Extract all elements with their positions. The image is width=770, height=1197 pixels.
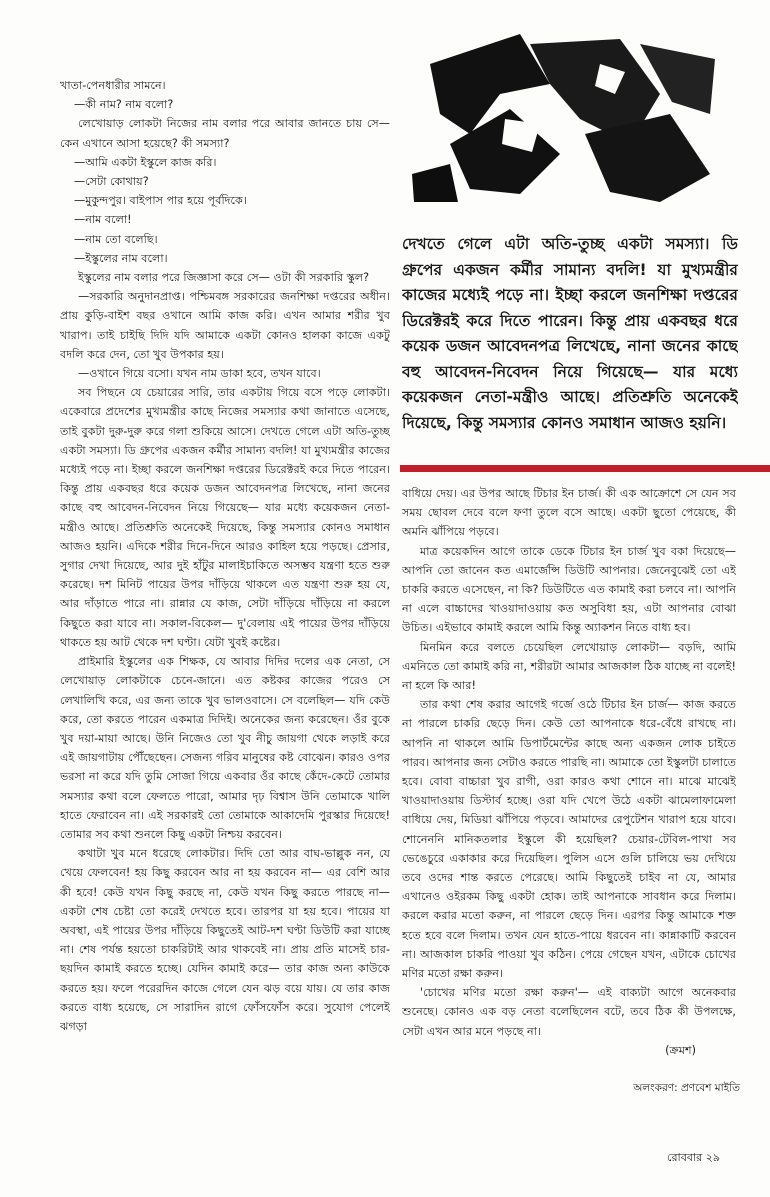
- page-folio: রোববার ২৯: [667, 1151, 720, 1164]
- paragraph: মিনমিন করে বলতে চেয়েছিল লেখোয়াড় লোকটা— বড়দি, আমি এমনিতে তো কামাই করি না, শরীরটা আমার আজকাল ঠিক যাচ্ছে না বলেই! না হলে কি আর!: [402, 640, 736, 693]
- paragraph: —কী নাম? নাম বলো?: [74, 98, 174, 112]
- paragraph: —ইস্কুলের নাম বলো।: [74, 251, 168, 265]
- paragraph: —নাম বলো!: [74, 213, 132, 227]
- paragraph: লেখোয়াড় লোকটা নিজের নাম বলার পরে আবার জানতে চায় সে— কেন এখানে আসা হয়েছে? কী সমস্যা?: [60, 117, 390, 150]
- paragraph: —আমি একটা ইস্কুলে কাজ করি।: [74, 155, 217, 169]
- pull-quote: দেখতে গেলে এটা অতি-তুচ্ছ একটা সমস্যা। ডি গ্রুপের একজন কর্মীর সামান্য বদলি! যা মুখ্যমন্ত্রীর কাজের মধ্যেই পড়ে না। ইচ্ছা করলে জনশিক্ষা দপ্তরের ডিরেক্টরই করে দিতে পারেন। কিন্তু প্রায় একবছর ধরে কয়েক ডজন আবেদনপত্র লিখেছে, নানা জনের কাছে বহু আবেদন-নিবেদন নিয়ে গিয়েছে— যার মধ্যে কয়েকজন নেতা-মন্ত্রীও আছে। প্রতিশ্রুতি অনেকেই দিয়েছে, কিন্তু সমস্যার কোনও সমাধান আজও হয়নি।: [402, 235, 738, 432]
- accent-bar: [400, 465, 770, 472]
- paragraph: ইস্কুলের নাম বলার পরে জিজ্ঞাসা করে সে— ওটা কী সরকারি স্কুল?: [78, 271, 370, 285]
- paragraph: —মুকুন্দপুর। বাইপাস পার হয়ে পূর্বদিকে।: [74, 194, 247, 208]
- paragraph: মাত্র কয়েকদিন আগে তাকে ডেকে টিচার ইন চার্জ খুব বকা দিয়েছে— আপনি তো জানেন কত এমার্জেন্সি ডিউটি আপনার। জেনেবুঝেই তো এই চাকরি করতে এসেছেন, না কি? ডিউটিতে এত কামাই করা চলবে না। আপনি না এলে বাচ্চাদের খাওয়াদাওয়ায় কত অসুবিধা হয়, এটা আপনার বোঝা উচিত। এইভাবে কামাই করলে আমি কিন্তু অ্যাকশন নিতে বাধ্য হব।: [402, 544, 736, 635]
- paragraph: খাতা-পেনধারীর সামনে।: [60, 79, 166, 92]
- illustration-credit: অলংকরণ: প্রণবেশ মাইতি: [633, 1082, 740, 1094]
- paragraph: সব পিছনে যে চেয়ারের সারি, তার একটায় গিয়ে বসে পড়ে লোকটা। একেবারে প্রদেশের মুখ্যমন্ত্রীর কাছে নিজের সমস্যার কথা জানাতে এসেছে, তাই বুকটা দুরু-দুরু করে গলা শুকিয়ে আসে। দেখতে গেলে এটা অতি-তুচ্ছ একটা সমস্যা। ডি গ্রুপের একজন কর্মীর সামান্য বদলি! যা মুখ্যমন্ত্রীর কাজের মধ্যেই পড়ে না। ইচ্ছা করলে জনশিক্ষা দপ্তরের ডিরেক্টরই করে দিতে পারেন। কিন্তু প্রায় একবছর ধরে কয়েক ডজন আবেদনপত্র লিখেছে, নানা জনের কাছে বহু আবেদন-নিবেদন নিয়ে গিয়েছে— যার মধ্যে কয়েকজন নেতা-মন্ত্রীও আছে। প্রতিশ্রুতি অনেকেই দিয়েছে, কিন্তু সমস্যার কোনও সমাধান আজও হয়নি। এদিকে শরীর দিনে-দিনে আরও কাহিল হয়ে পড়ছে। প্রেসার, সুগার দেখা দিয়েছে, আর দুই হাঁটুর মালাইচাকিতে অসম্ভব যন্ত্রণা হতে শুরু করেছে। দশ মিনিট পায়ের উপর দাঁড়িয়ে থাকলে এত যন্ত্রণা শুরু হয় যে, আর দাঁড়াতে পারে না। রান্নার যে কাজ, সেটা দাঁড়িয়ে দাঁড়িয়ে না করলে কিছুতে করা যাবে না। সকাল-বিকেল— দু'বেলায় এই পায়ের উপর দাঁড়িয়ে থাকতে হয় আট থেকে দশ ঘণ্টা। যেটা খুবই কষ্টের।: [60, 386, 390, 649]
- paragraph: কথাটা খুব মনে ধরেছে লোকটার। দিদি তো আর বাঘ-ভাল্লুক নন, যে খেয়ে ফেলবেন! হয় কিছু করবেন আর না হয় করবেন না— এর বেশি আর কী হবে! কেউ যখন কিছু করছে না, কেউ যখন কিছু করতে পারছে না— একটা শেষ চেষ্টা তো করেই দেখতে হবে। তারপর যা হয় হবে। পায়ের যা অবস্থা, এই পায়ের উপর দাঁড়িয়ে কিছুতেই আট-দশ ঘণ্টা ডিউটি করা যাচ্ছে না। শেষ পর্যন্ত হয়তো চাকরিটাই আর থাকবেই না। প্রায় প্রতি মাসেই চার-ছয়দিন কামাই করতে হচ্ছে। যেদিন কামাই করে— তার কাজ অন্য কাউকে করতে হয়। ফলে পরেরদিন কাজে গেলে যেন ঝড় বয়ে যায়। যে তার কাজ করতে বাধ্য হয়েছে, সে সারাদিন রাগে ফোঁসফোঁস করে। সুযোগ পেলেই ঝগড়া: [60, 847, 390, 1033]
- paragraph: প্রাইমারি ইস্কুলের এক শিক্ষক, যে আবার দিদির দলের এক নেতা, সে লেখোয়াড় লোকটাকে চেনে-জানে। এত কষ্টকর কাজের পরেও সে লেখালিখি করে, এর জন্য তাকে খুব ভালওবাসে। সে বলেছিল— যদি কেউ করে, তো করতে পারেন একমাত্র দিদিই। অনেকের জন্য করেছেন। ওঁর বুকে খুব দয়া-মায়া আছে। উনি নিজেও তো খুব নীচু জায়গা থেকে লড়াই করে এই জায়গাটায় পৌঁছেছেন। সেজন্য গরিব মানুষের কষ্ট বোঝেন। কারও ওপর ভরসা না করে যদি তুমি সোজা গিয়ে একবার ওঁর কাছে কেঁদে-কেটে তোমার সমস্যার কথা বলে ফেলতে পারো, আমার দৃঢ় বিশ্বাস উনি তোমাকে খালি হাতে ফেরাবেন না। এই সরকারই তো তোমাকে আকাদেমি পুরস্কার দিয়েছে! তোমার সব কথা শুনলে কিছু একটা নিশ্চয় করবেন।: [60, 655, 390, 841]
- paragraph: —নাম তো বলেছি।: [74, 232, 158, 246]
- paragraph: —সেটা কোথায়?: [74, 175, 149, 189]
- paragraph: (ক্রমশ): [665, 1043, 696, 1057]
- left-column: [60, 76, 390, 1141]
- paragraph: —সরকারি অনুদানপ্রাপ্ত। পশ্চিমবঙ্গ সরকারের জনশিক্ষা দপ্তরের অধীন। প্রায় কুড়ি-বাইশ বছর ওখানে আমি কাজ করি। এখন আমার শরীর খুব খারাপ। তাই চাইছি দিদি যদি আমাকে একটা কোনও হালকা কাজে একটু বদলি করে দেন, তো খুব উপকার হয়।: [60, 290, 390, 361]
- story-illustration: [410, 24, 730, 204]
- paragraph: —ওখানে গিয়ে বসো। যখন নাম ডাকা হবে, তখন যাবে।: [78, 367, 321, 381]
- paragraph: বাধিয়ে দেয়। এর উপর আছে টিচার ইন চার্জ। কী এক আক্রোশে সে যেন সব সময় ছোবল দেবে বলে ফণা তুলে বসে আছে। একটা ছুতো পেয়েছে, কী অমনি ঝাঁপিয়ে পড়বে।: [402, 487, 736, 539]
- right-column: [402, 484, 736, 1084]
- paragraph: তার কথা শেষ করার আগেই গর্জে ওঠে টিচার ইন চার্জ— কাজ করতে না পারলে চাকরি ছেড়ে দিন। কেউ তো আপনাকে ধরে-বেঁধে রাখছে না। আপনি না থাকলে আমি ডিপার্টমেন্টের কাছে অন্য একজন লোক চাইতে পারব। আপনার জন্য সেটাও করতে পারছি না। আমাকে তো ইস্কুলটা চালাতে হবে। বোবা বাচ্চারা খুব রাগী, ওরা কারও কথা শোনে না। মাঝে মাঝেই খাওয়াদাওয়ায় ডিস্টার্ব হচ্ছে। ওরা যদি খেপে উঠে একটা ঝামেলাফামেলা বাধিয়ে দেয়, মিডিয়া ঝাঁপিয়ে পড়বে। আমাদের রেপুটেশন খারাপ হয়ে যাবে। শোনেননি মানিকতলার ইস্কুলে কী হয়েছিল? চেয়ার-টেবিল-পাখা সব ভেঙেচুরে একাকার করে দিয়েছিল। পুলিস এসে গুলি চালিয়ে ভয় দেখিয়ে তবে ওদের শান্ত করতে পেরেছে। আমি কিছুতেই চাইব না যে, আমার এখানেও ওইরকম কিছু একটা হোক। তাই আপনাকে সাবধান করে দিলাম। করলে করার মতো করুন, না পারলে ছেড়ে দিন। এরপর কিন্তু আমাকে শক্ত হতে হবে বলে দিলাম। তখন যেন হাতে-পায়ে ধরবেন না। কান্নাকাটি করবেন না। আজকাল চাকরি পাওয়া খুব কঠিন। পেয়ে গেছেন যখন, এটাকে চোখের মণির মতো রক্ষা করুন।: [402, 698, 736, 981]
- paragraph: 'চোখের মণির মতো রক্ষা করুন'— এই বাক্যটা আগে অনেকবার শুনেছে। কোনও এক বড় নেতা বলেছিলেন বটে, তবে ঠিক কী উপলক্ষে, সেটা এখন আর মনে পড়ছে না।: [402, 986, 736, 1038]
